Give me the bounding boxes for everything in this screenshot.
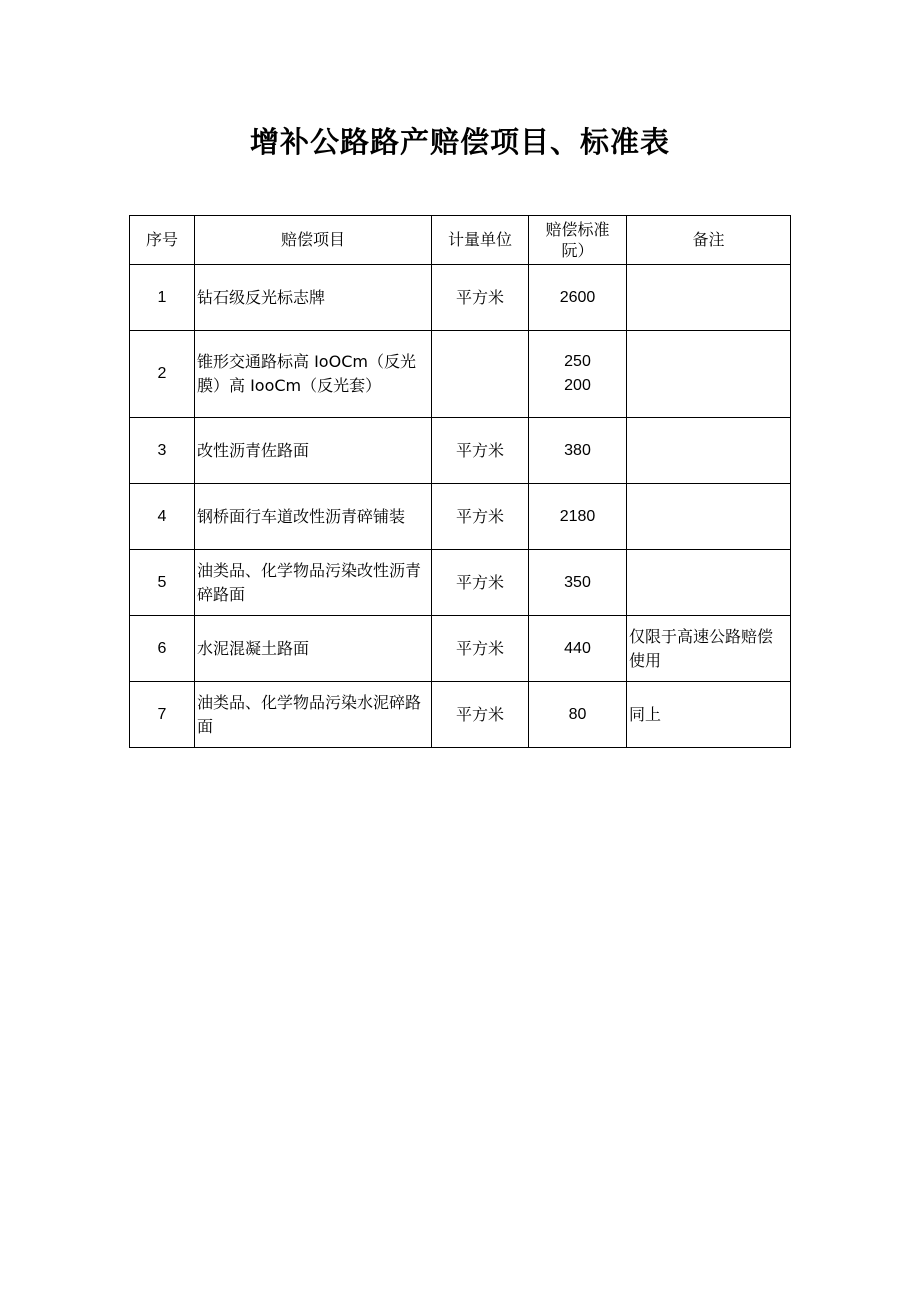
row-standard-value: 200: [564, 377, 591, 394]
row-note: 仅限于高速公路赔偿使用: [627, 616, 791, 682]
row-seq: 2: [130, 331, 195, 418]
row-unit: 平方米: [432, 484, 529, 550]
header-standard-line2: 阮）: [561, 241, 594, 260]
row-standard: 350: [529, 550, 627, 616]
header-note: 备注: [627, 216, 791, 265]
row-standard: 80: [529, 682, 627, 748]
header-seq: 序号: [130, 216, 195, 265]
row-note: 同上: [627, 682, 791, 748]
header-standard-line1: 赔偿标准: [545, 220, 610, 239]
table-row: [130, 550, 791, 616]
table-row: [130, 484, 791, 550]
row-seq: 7: [130, 682, 195, 748]
table-row: [130, 331, 791, 418]
row-item: 钻石级反光标志牌: [195, 265, 432, 331]
row-item: 水泥混凝土路面: [195, 616, 432, 682]
row-unit: 平方米: [432, 682, 529, 748]
row-unit: 平方米: [432, 550, 529, 616]
row-item: 钢桥面行车道改性沥青碎铺装: [195, 484, 432, 550]
row-unit: [432, 331, 529, 418]
row-standard: 440: [529, 616, 627, 682]
table-header-row: [130, 216, 791, 265]
row-item: 油类品、化学物品污染水泥碎路面: [195, 682, 432, 748]
row-seq: 6: [130, 616, 195, 682]
row-note: [627, 484, 791, 550]
table-row: [130, 418, 791, 484]
row-unit: 平方米: [432, 265, 529, 331]
table-row: [130, 616, 791, 682]
row-note: [627, 331, 791, 418]
header-item: 赔偿项目: [195, 216, 432, 265]
row-seq: 5: [130, 550, 195, 616]
row-item: 改性沥青佐路面: [195, 418, 432, 484]
header-unit: 计量单位: [432, 216, 529, 265]
table-row: [130, 682, 791, 748]
row-note: [627, 418, 791, 484]
row-unit: 平方米: [432, 616, 529, 682]
row-standard: 380: [529, 418, 627, 484]
header-standard: [529, 216, 627, 265]
row-seq: 4: [130, 484, 195, 550]
row-item: 油类品、化学物品污染改性沥青碎路面: [195, 550, 432, 616]
table-row: [130, 265, 791, 331]
row-note: [627, 550, 791, 616]
compensation-table: [129, 215, 791, 748]
page-title: 增补公路路产赔偿项目、标准表: [249, 125, 670, 159]
row-unit: 平方米: [432, 418, 529, 484]
row-note: [627, 265, 791, 331]
row-seq: 1: [130, 265, 195, 331]
row-item: 锥形交通路标高 IoOCm（反光膜）高 IooCm（反光套）: [195, 331, 432, 418]
row-standard-value: 250: [564, 353, 591, 370]
row-standard: 2180: [529, 484, 627, 550]
row-seq: 3: [130, 418, 195, 484]
row-standard: 2600: [529, 265, 627, 331]
row-standard: [529, 331, 627, 418]
